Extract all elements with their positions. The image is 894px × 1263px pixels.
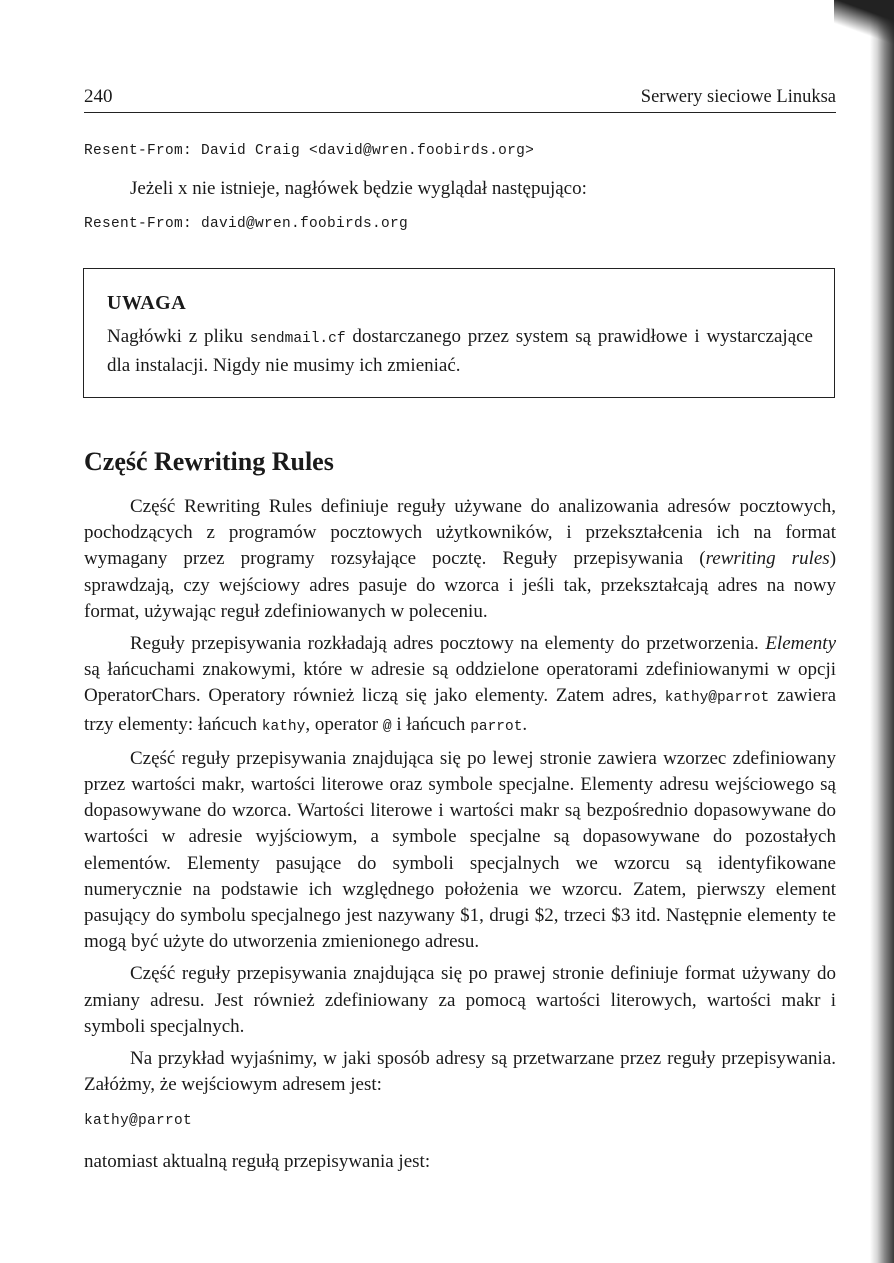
running-title: Serwery sieciowe Linuksa <box>640 87 836 107</box>
section-heading: Część Rewriting Rules <box>84 447 334 476</box>
scan-corner-shadow <box>834 0 894 60</box>
inline-code-at: @ <box>382 718 392 735</box>
code-line-resent-from-full: Resent-From: David Craig <david@wren.foobirds.org> <box>84 143 535 159</box>
section-body <box>84 494 836 1175</box>
running-header <box>84 86 836 113</box>
term-elementy: Elementy <box>765 633 836 655</box>
scan-edge-shadow <box>870 0 894 1263</box>
note-filename: sendmail.cf <box>249 331 346 347</box>
paragraph-if-not-exists: Jeżeli x nie istnieje, nagłówek będzie wyglądał następująco: <box>130 178 587 199</box>
paragraph-2: Reguły przepisywania rozkładają adres pocztowy na elementy do przetworzenia. Elementy są łańcuchami znakowymi, które w adresie są oddzielone operatorami zdefiniowanymi w opcji OperatorChars. Operatory również liczą się jako elementy. Zatem adres, kathy@parrot zawiera trzy elementy: łańcuch kathy, operator @ i łańcuch parrot. <box>84 633 836 735</box>
inline-code-kathy: kathy <box>261 718 306 735</box>
paragraph-5: Na przykład wyjaśnimy, w jaki sposób adresy są przetwarzane przez reguły przepisywania. Załóżmy, że wejściowym adresem jest: <box>84 1048 836 1096</box>
paragraph-3: Część reguły przepisywania znajdująca się po lewej stronie zawiera wzorzec zdefiniowany przez wartości makr, wartości literowe oraz symbole specjalne. Elementy adresu wejściowego są dopasowywane do wzorca. Wartości literowe i wartości makr są bezpośrednio dopasowywane do wartości w adresie wyjściowym, a symbole specjalne są dopasowywane do pozostałych elementów. Elementy pasujące do symboli specjalnych we wzorcu są identyfikowane numerycznie na podstawie ich względnego położenia we wzorcu. Zatem, pierwszy element pasujący do symbolu specjalnego jest nazywany $1, drugi $2, trzeci $3 itd. Następnie elementy te mogą być użyte do utworzenia zmienionego adresu. <box>84 747 836 953</box>
page-number: 240 <box>84 86 113 107</box>
paragraph-4: Część reguły przepisywania znajdująca się po prawej stronie definiuje format używany do zmiany adresu. Jest również zdefiniowany za pomocą wartości literowych, wartości makr i symboli specjalnych. <box>84 963 836 1037</box>
note-box <box>83 268 835 398</box>
paragraph-6: natomiast aktualną regułą przepisywania jest: <box>84 1150 431 1172</box>
paragraph-1: Część Rewriting Rules definiuje reguły używane do analizowania adresów pocztowych, pochodzących z programów pocztowych użytkowników, i przekształcenia ich na format wymagany przez programy rozsyłające pocztę. Reguły przepisywania (rewriting rules) sprawdzają, czy wejściowy adres pasuje do wzorca i jeśli tak, przekształcają adres na nowy format, używając reguł zdefiniowanych w poleceniu. <box>84 496 837 622</box>
term-rewriting-rules: rewriting rules <box>705 548 830 570</box>
inline-code-parrot: parrot <box>470 718 523 735</box>
code-line-resent-from-short: Resent-From: david@wren.foobirds.org <box>84 216 409 232</box>
inline-code-address: kathy@parrot <box>664 690 770 707</box>
note-title: UWAGA <box>107 292 187 314</box>
note-body: Nagłówki z pliku sendmail.cf dostarczanego przez system są prawidłowe i wystarczające dla instalacji. Nigdy nie musimy ich zmieniać. <box>107 326 813 376</box>
code-line-kathy-parrot: kathy@parrot <box>84 1113 193 1130</box>
